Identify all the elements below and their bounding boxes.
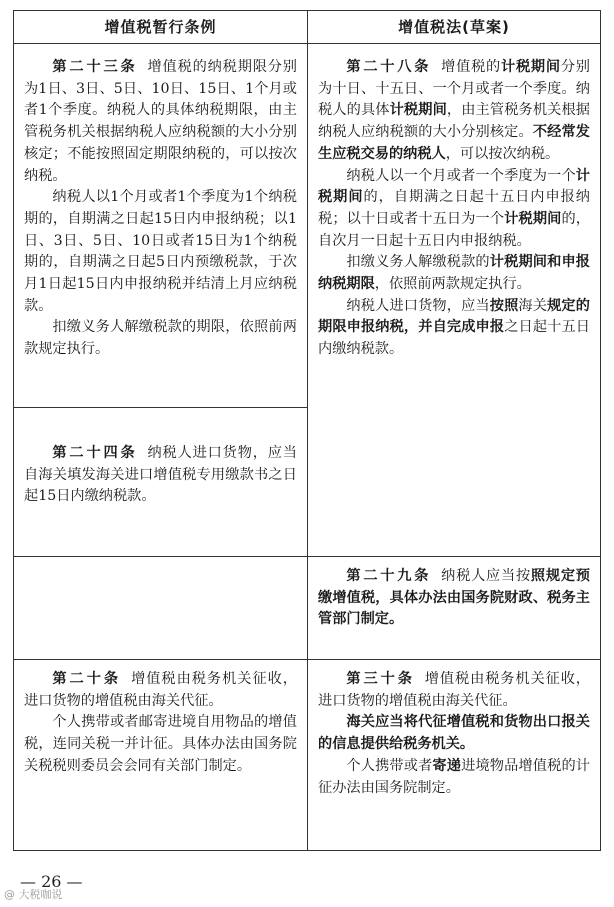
paragraph: 第三十条 增值税由税务机关征收，进口货物的增值税由海关代征。 [318,671,590,709]
header-right: 增值税法(草案) [398,18,510,36]
paragraph: 第二十九条 纳税人应当按照规定预缴增值税，具体办法由国务院财政、税务主管部门制定。 [318,568,590,628]
cell-article-24 [14,443,307,508]
cell-article-20 [14,669,307,778]
paragraph: 个人携带或者寄递进境物品增值税的计征办法由国务院制定。 [318,757,590,796]
paragraph: 扣缴义务人解缴税款的计税期间和申报纳税期限，依照前两款规定执行。 [318,254,590,293]
paragraph: 纳税人以一个月或者一个季度为一个计税期间的，自期满之日起十五日内申报纳税；以十日或者十五日为一个计税期间的，自次月一日起十五日内申报纳税。 [318,167,590,249]
row-divider-2 [14,556,600,557]
cell-article-23 [14,57,307,361]
paragraph: 第二十八条 增值税的计税期间分别为十日、十五日、一个月或者一个季度。纳税人的具体计税期间，由主管税务机关根据纳税人应纳税额的大小分别核定。不经常发生应税交易的纳税人，可以按次纳税。 [318,59,590,162]
row-divider-3 [14,659,600,660]
comparison-table [13,10,601,851]
paragraph: 海关应当将代征增值税和货物出口报关的信息提供给税务机关。 [318,714,590,753]
paragraph: 纳税人进口货物，应当按照海关规定的期限申报纳税，并自完成申报之日起十五日内缴纳税款。 [318,297,590,358]
paragraph: 纳税人以1个月或者1个季度为1个纳税期的，自期满之日起15日内申报纳税；以1日、3日、5日、10日或者15日为1个纳税期的，自期满之日起5日内预缴税款，于次月1日起15日内申报纳税并结清上月应纳税款。 [24,189,297,314]
row-divider-left-1 [14,407,307,408]
header-left: 增值税暂行条例 [104,18,217,36]
header-divider [14,43,600,44]
article-number: 第二十八条 [346,59,432,75]
paragraph: 扣缴义务人解缴税款的期限，依照前两款规定执行。 [24,319,297,358]
article-number: 第二十三条 [52,59,138,75]
paragraph: 第二十条 增值税由税务机关征收，进口货物的增值税由海关代征。 [24,671,297,709]
cell-article-28 [308,57,600,361]
article-number: 第二十四条 [52,445,138,461]
watermark: @ 大税咖说 [4,888,63,901]
page-number: — 26 — [20,872,83,891]
paragraph: 个人携带或者邮寄进境自用物品的增值税，连同关税一并计征。具体办法由国务院关税税则委员会会同有关部门制定。 [24,714,297,774]
article-number: 第二十九条 [346,568,432,584]
paragraph: 第二十四条 纳税人进口货物，应当自海关填发海关进口增值税专用缴款书之日起15日内缴纳税款。 [24,445,297,505]
article-number: 第二十条 [52,671,122,687]
article-number: 第三十条 [346,671,415,687]
cell-article-30 [308,669,600,799]
paragraph: 第二十三条 增值税的纳税期限分别为1日、3日、5日、10日、15日、1个月或者1个季度。纳税人的具体纳税期限，由主管税务机关根据纳税人应纳税额的大小分别核定；不能按照固定期限纳税的，可以按次纳税。 [24,59,297,184]
cell-article-29 [308,566,600,631]
